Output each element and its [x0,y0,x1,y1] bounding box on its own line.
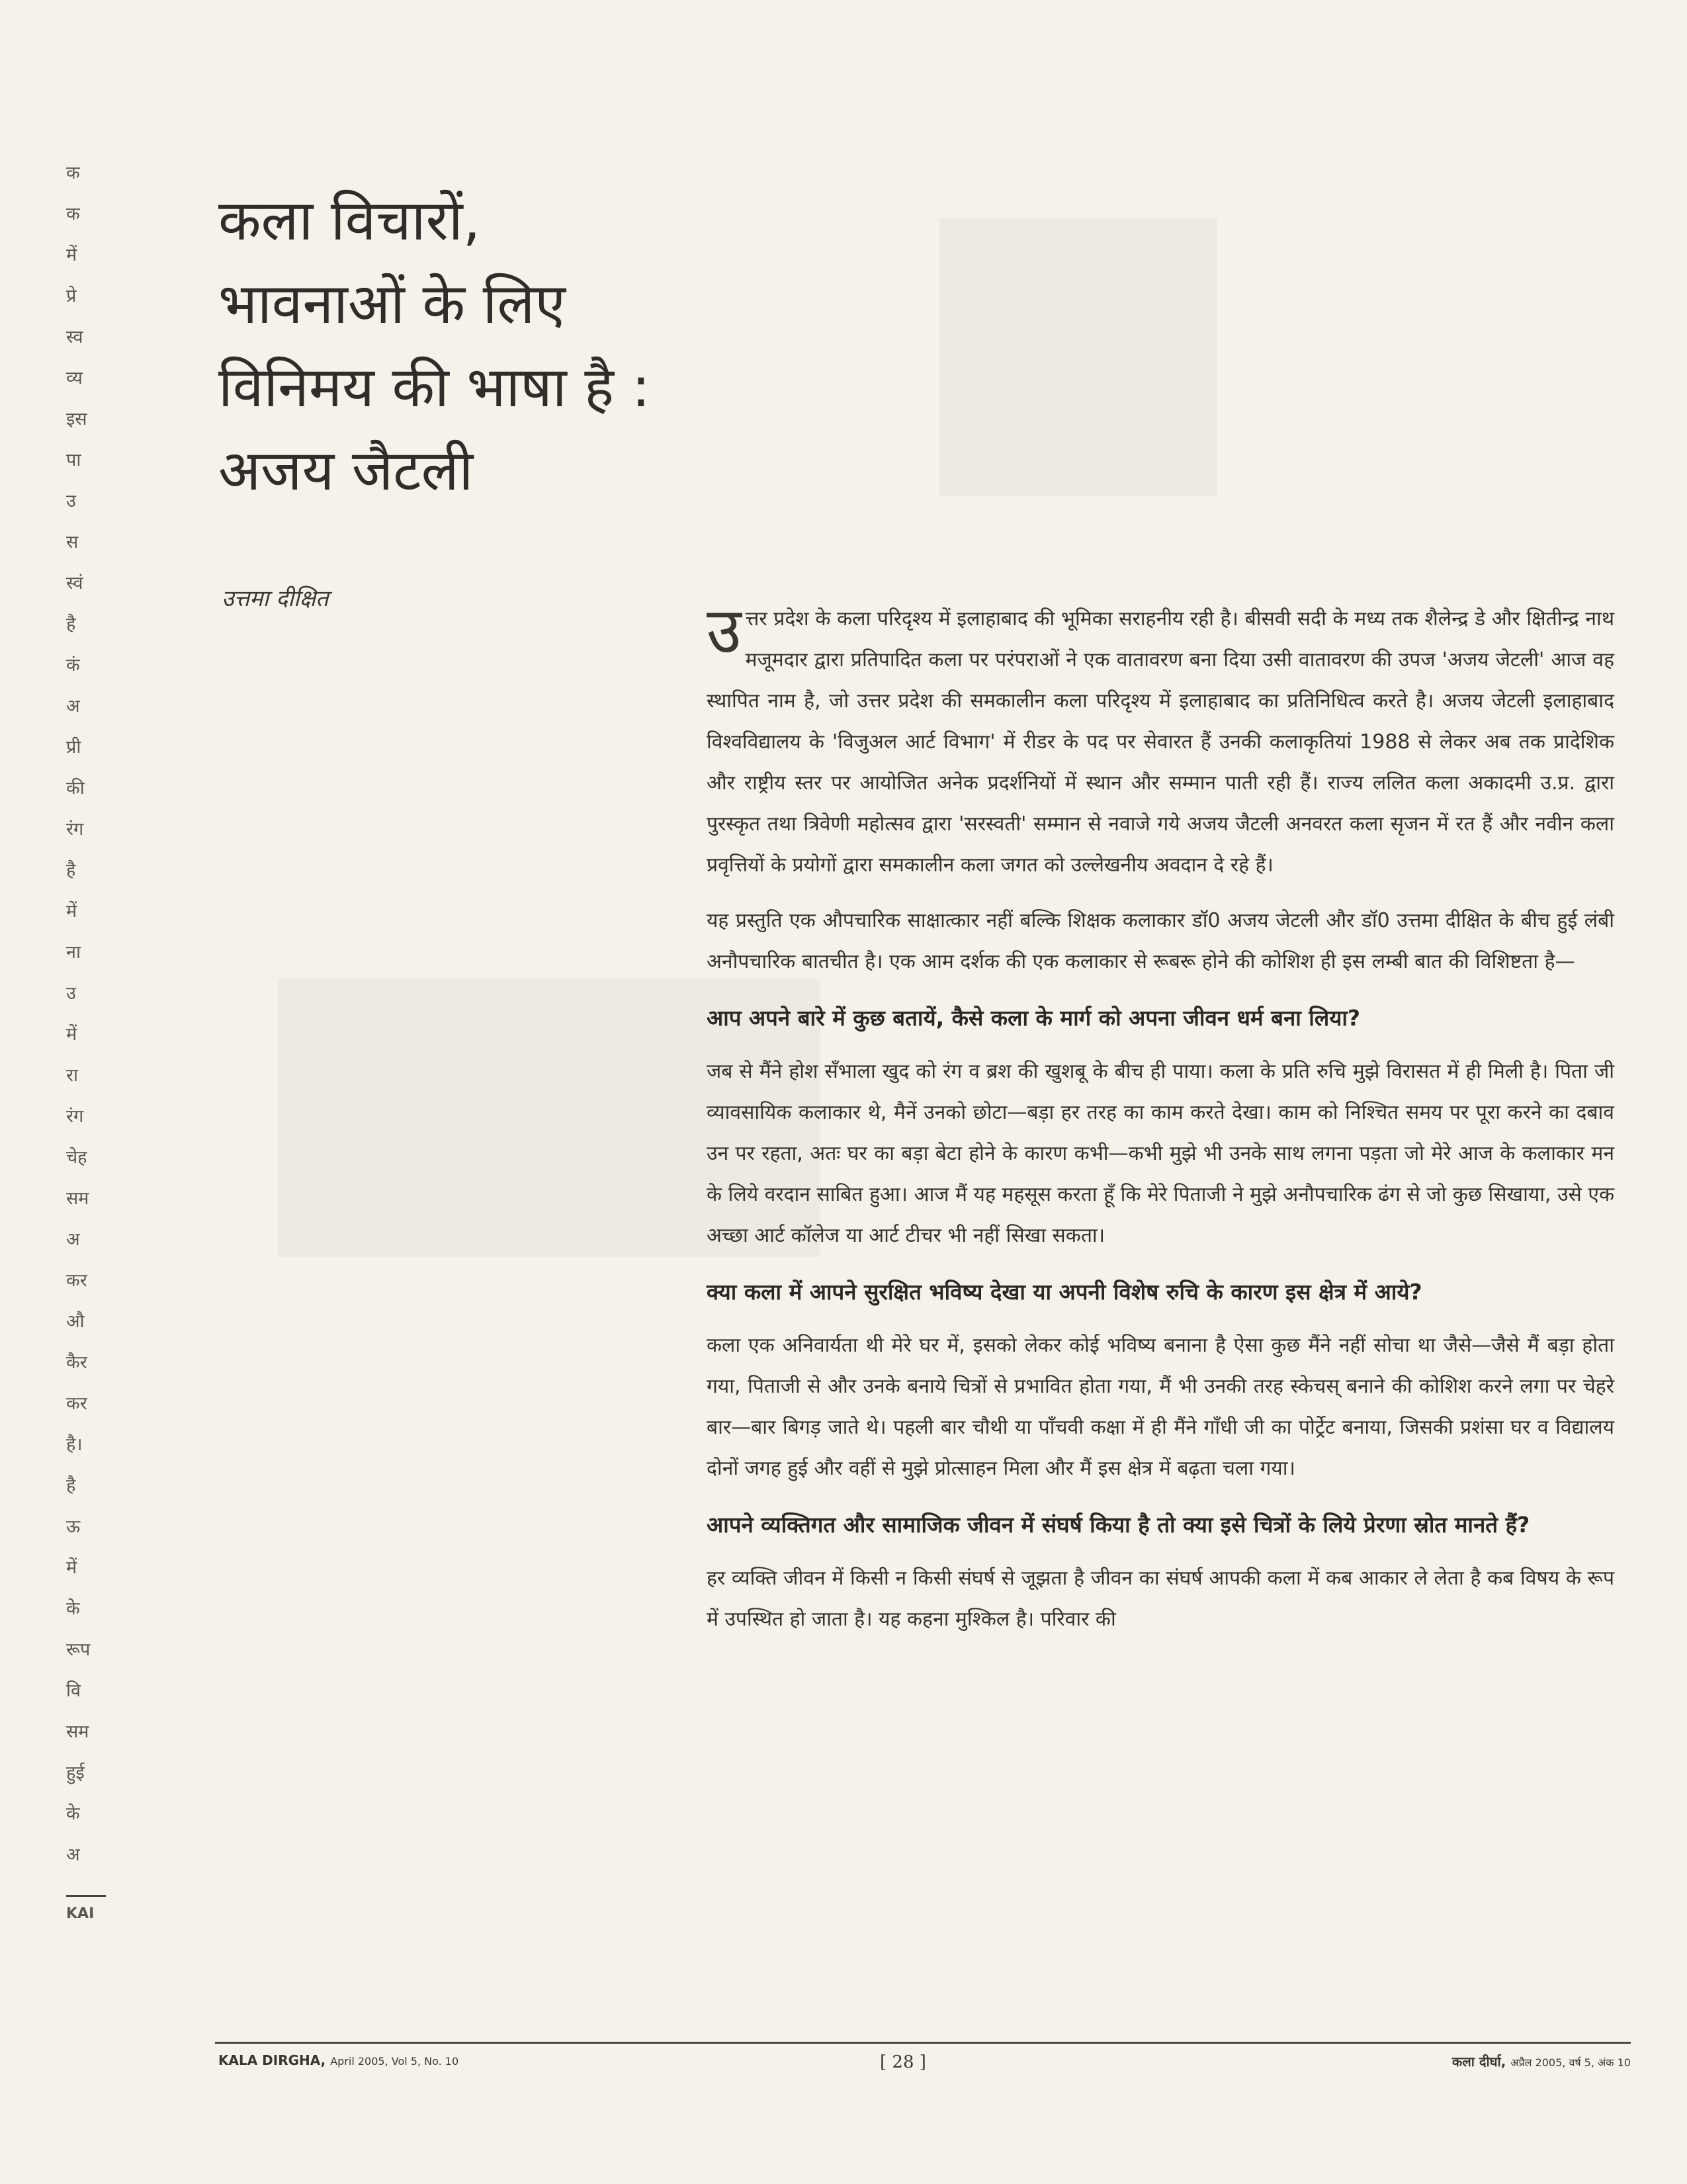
margin-fragment: है। [66,1434,83,1455]
margin-fragment: कं [66,655,80,676]
drop-cap: उ [707,593,742,668]
margin-fragment: उ [66,983,76,1004]
question-heading: आपने व्यक्तिगत और सामाजिक जीवन में संघर्ष किया है तो क्या इसे चित्रों के लिये प्रेरणा स्रोत मानते हैं? [707,1512,1530,1538]
margin-footer-fragment: KAI [66,1895,106,1929]
margin-fragment: के [66,1804,80,1824]
margin-fragment: रा [66,1065,79,1086]
footer-issue-hi: अप्रैल 2005, वर्ष 5, अंक 10 [1510,2056,1631,2069]
footer-publication-hi [1452,2052,1631,2070]
margin-fragment: है [66,614,76,634]
opposite-page-margin [66,159,106,1929]
margin-fragment: के [66,1598,80,1619]
margin-fragment: स्व [66,327,83,347]
question-heading: क्या कला में आपने सुरक्षित भविष्य देखा या अपनी विशेष रुचि के कारण इस क्षेत्र में आये? [707,1279,1422,1305]
answer-paragraph: कला एक अनिवार्यता थी मेरे घर में, इसको लेकर कोई भविष्य बनाना है ऐसा कुछ मैंने नहीं सोचा था जैसे—जैसे मैं बड़ा होता गया, पिताजी से और उनके बनाये चित्रों से प्रभावित होता गया, मैं भी उनकी तरह स्केचस् बनाने की कोशिश करने लगा पर चेहरे बार—बार बिगड़ जाते थे। पहली बार चौथी या पाँचवी कक्षा में ही मैंने गाँधी जी का पोर्ट्रेट बनाया, जिसकी प्रशंसा घर व विद्यालय दोनों जगह हुई और वहीं से मुझे प्रोत्साहन मिला और मैं इस क्षेत्र में बढ़ता चला गया। [707,1334,1614,1480]
margin-fragment: वि [66,1681,81,1701]
title-line: अजय जैटली [218,438,474,503]
margin-fragment: अ [66,1845,80,1865]
margin-fragment: में [66,1024,77,1045]
margin-fragment: स्वं [66,573,83,593]
margin-fragment: चेह [66,1147,87,1168]
margin-fragment: क [66,163,80,183]
margin-fragment: है [66,860,76,881]
intro-paragraph [707,593,1614,886]
margin-fragment: हुई [66,1763,85,1783]
intro-text: त्तर प्रदेश के कला परिदृश्य में इलाहाबाद की भूमिका सराहनीय रही है। बीसवी सदी के मध्य तक शैलेन्द्र डे और क्षितीन्द्र नाथ मजूमदार द्वारा प्रतिपादित कला पर परंपराओं ने एक वातावरण बना दिया उसी वातावरण की उपज 'अजय जेटली' आज वह स्थापित नाम है, जो उत्तर प्रदेश की समकालीन कला परिदृश्य में इलाहाबाद का प्रतिनिधित्व करते है। अजय जेटली इलाहाबाद विश्वविद्यालय के 'विजुअल आर्ट विभाग' में रीडर के पद पर सेवारत हैं उनकी कलाकृतियां 1988 से लेकर अब तक प्रादेशिक और राष्ट्रीय स्तर पर आयोजित अनेक प्रदर्शनियों में स्थान और सम्मान पाती रही हैं। राज्य ललित कला अकादमी उ.प्र. द्वारा पुरस्कृत तथा त्रिवेणी महोत्सव द्वारा 'सरस्वती' सम्मान से नवाजे गये अजय जैटली अनवरत कला सृजन में रत हैं और नवीन कला प्रवृत्तियों के प्रयोगों द्वारा समकालीन कला जगत को उल्लेखनीय अवदान दे रहे हैं। [707,607,1614,877]
title-line: विनिमय की भाषा है : [218,355,650,419]
title-line: कला विचारों, [218,188,481,253]
article-title [218,179,695,512]
margin-fragment: सम [66,1188,89,1209]
margin-fragment: स [66,532,79,552]
margin-fragment: की [66,778,85,799]
margin-fragment: अ [66,696,80,717]
margin-fragment: कैर [66,1352,87,1373]
margin-fragment: कर [66,1393,87,1414]
margin-fragment: प्रे [66,286,77,306]
margin-fragment: रंग [66,819,84,840]
author-byline: उत्तमा दीक्षित [222,586,329,612]
margin-fragment: ऊ [66,1516,81,1537]
footer-issue-en: April 2005, Vol 5, No. 10 [330,2055,459,2068]
margin-fragment: प्री [66,737,81,758]
margin-fragment: में [66,901,77,922]
margin-fragment: रूप [66,1639,91,1660]
margin-fragment: ना [66,942,81,963]
margin-fragment: पा [66,450,81,470]
margin-fragment: उ [66,491,76,511]
margin-fragment: क [66,204,80,224]
margin-fragment: अ [66,1229,80,1250]
footer-rule [215,2042,1631,2044]
article-body [707,593,1614,1655]
page-number: [ 28 ] [880,2052,926,2072]
question-heading: आप अपने बारे में कुछ बतायें, कैसे कला के मार्ग को अपना जीवन धर्म बना लिया? [707,1005,1361,1031]
margin-fragment: में [66,245,77,265]
footer-title-hi: कला दीर्घा, [1451,2054,1506,2070]
footer-publication-en [218,2052,458,2068]
margin-fragment: इस [66,409,87,429]
bleed-through-shadow [939,218,1217,496]
intro-paragraph-2: यह प्रस्तुति एक औपचारिक साक्षात्कार नहीं बल्कि शिक्षक कलाकार डॉ0 अजय जेटली और डॉ0 उत्तमा दीक्षित के बीच हुई लंबी अनौपचारिक बातचीत है। एक आम दर्शक की एक कलाकार से रूबरू होने की कोशिश ही इस लम्बी बात की विशिष्टता है— [707,909,1614,973]
answer-paragraph: हर व्यक्ति जीवन में किसी न किसी संघर्ष से जूझता है जीवन का संघर्ष आपकी कला में कब आकार ले लेता है कब विषय के रूप में उपस्थित हो जाता है। यह कहना मुश्किल है। परिवार की [707,1567,1614,1631]
footer-title-en: KALA DIRGHA, [218,2052,326,2068]
margin-fragment: है [66,1475,76,1496]
margin-fragment: रंग [66,1106,84,1127]
margin-fragment: औ [66,1311,85,1332]
margin-fragment: सम [66,1722,89,1742]
margin-fragment: व्य [66,368,83,388]
answer-paragraph: जब से मैंने होश सँभाला खुद को रंग व ब्रश की खुशबू के बीच ही पाया। कला के प्रति रुचि मुझे विरासत में ही मिली है। पिता जी व्यावसायिक कलाकार थे, मैनें उनको छोटा—बड़ा हर तरह का काम करते देखा। काम को निश्चित समय पर पूरा करने का दबाव उन पर रहता, अतः घर का बड़ा बेटा होने के कारण कभी—कभी मुझे भी उनके साथ लगना पड़ता जो मेरे आज के कलाकार मन के लिये वरदान साबित हुआ। आज मैं यह महसूस करता हूँ कि मेरे पिताजी ने मुझे अनौपचारिक ढंग से जो कुछ सिखाया, उसे एक अच्छा आर्ट कॉलेज या आर्ट टीचर भी नहीं सिखा सकता। [707,1060,1614,1247]
title-line: भावनाओं के लिए [218,271,566,336]
margin-fragment: कर [66,1270,87,1291]
margin-fragment: में [66,1557,77,1578]
